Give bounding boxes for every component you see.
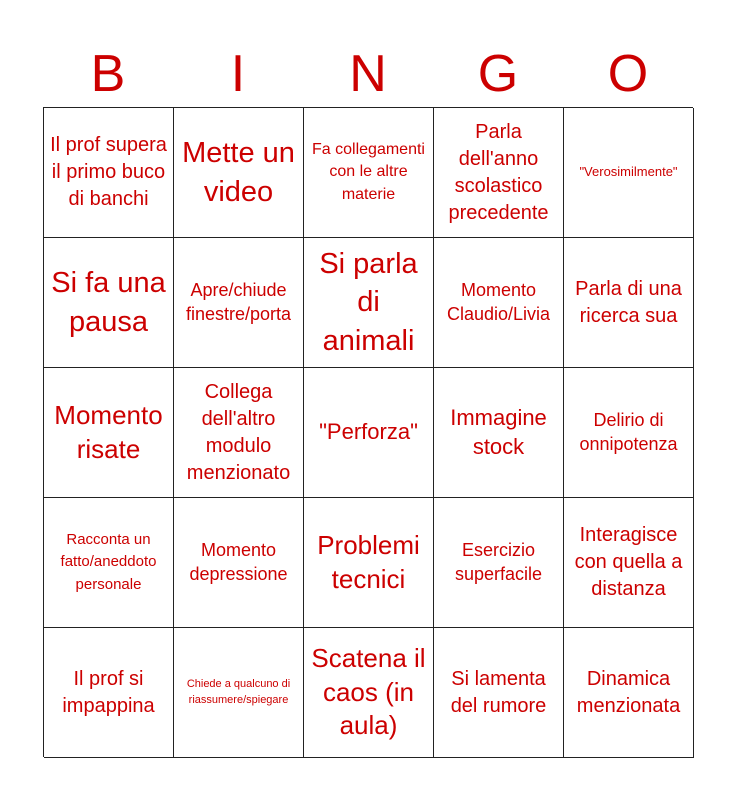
- header-letter-n: N: [349, 45, 387, 103]
- bingo-cell[interactable]: Momento risate: [44, 368, 174, 498]
- bingo-cell[interactable]: Si fa una pausa: [44, 238, 174, 368]
- bingo-cell[interactable]: Scatena il caos (in aula): [304, 628, 434, 758]
- bingo-cell[interactable]: Collega dell'altro modulo menzionato: [174, 368, 304, 498]
- bingo-cell[interactable]: Mette un video: [174, 108, 304, 238]
- bingo-cell[interactable]: "Verosimilmente": [564, 108, 694, 238]
- bingo-cell[interactable]: Parla dell'anno scolastico precedente: [434, 108, 564, 238]
- bingo-cell[interactable]: Delirio di onnipotenza: [564, 368, 694, 498]
- bingo-cell[interactable]: Racconta un fatto/aneddoto personale: [44, 498, 174, 628]
- bingo-cell[interactable]: Chiede a qualcuno di riassumere/spiegare: [174, 628, 304, 758]
- bingo-cell[interactable]: Esercizio superfacile: [434, 498, 564, 628]
- bingo-cell[interactable]: Parla di una ricerca sua: [564, 238, 694, 368]
- header-letter-i: I: [230, 45, 246, 103]
- bingo-cell[interactable]: Momento depressione: [174, 498, 304, 628]
- header-letter-o: O: [607, 45, 649, 103]
- bingo-cell[interactable]: Il prof si impappina: [44, 628, 174, 758]
- bingo-cell[interactable]: Problemi tecnici: [304, 498, 434, 628]
- bingo-cell[interactable]: Dinamica menzionata: [564, 628, 694, 758]
- bingo-cell[interactable]: "Perforza": [304, 368, 434, 498]
- header-letter-b: B: [90, 45, 126, 103]
- bingo-cell[interactable]: Si lamenta del rumore: [434, 628, 564, 758]
- bingo-cell[interactable]: Apre/chiude finestre/porta: [174, 238, 304, 368]
- bingo-grid: [43, 107, 693, 757]
- bingo-cell[interactable]: Fa collegamenti con le altre materie: [304, 108, 434, 238]
- bingo-cell[interactable]: Il prof supera il primo buco di banchi: [44, 108, 174, 238]
- bingo-cell[interactable]: Interagisce con quella a distanza: [564, 498, 694, 628]
- bingo-cell[interactable]: Momento Claudio/Livia: [434, 238, 564, 368]
- bingo-cell[interactable]: Si parla di animali: [304, 238, 434, 368]
- header-letter-g: G: [477, 45, 519, 103]
- bingo-header: [43, 42, 693, 106]
- bingo-cell[interactable]: Immagine stock: [434, 368, 564, 498]
